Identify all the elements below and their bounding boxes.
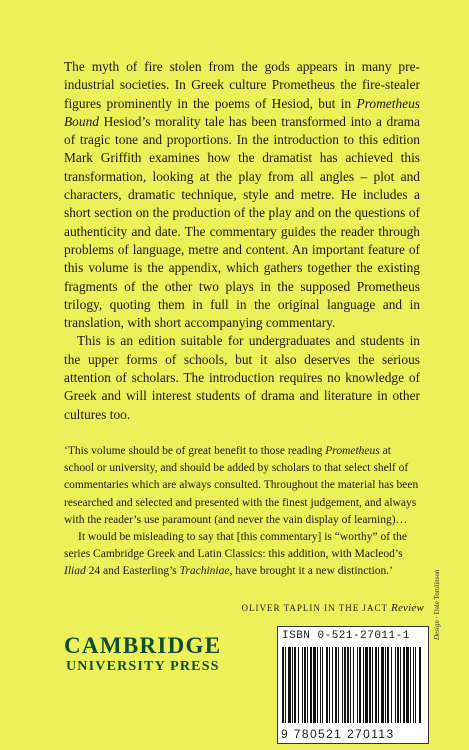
barcode-bar [329,647,330,723]
barcode-bar [298,647,299,723]
barcode-bar [292,647,293,723]
barcode-bar [320,647,321,723]
barcode-bar [294,647,296,723]
barcode-bar [342,647,343,723]
quote-text-segment: ‘This volume should be of great benefit to those reading [64,445,326,457]
review-quote [64,443,422,581]
barcode-bar [375,647,377,723]
barcode-bar [302,647,303,723]
barcode-bar [415,647,416,723]
quote-paragraph-2 [64,529,422,581]
barcode-bar [335,647,337,723]
barcode-bar [350,647,351,723]
barcode-bar [357,647,358,723]
isbn-label: ISBN 0-521-27011-1 [282,630,410,642]
barcode-bar [410,647,411,723]
barcode-bar [413,647,414,723]
barcode-bar [419,647,421,723]
barcode-bar [381,647,384,723]
blurb-text-segment: Hesiod’s morality tale has been transformed into a drama of tragic tone and proportions. In the introduction to this edition Mark Griffith examines how the dramatist has achieved this transformation, looking at the play from all angles – plot and characters, dramatic technique, style and metre. He includes a short section on the production of the play and on the questions of authenticity and date. The commentary guides the reader through problems of language, metre and content. An important feature of this volume is the appendix, which gathers together the existing fragments of the other two plays in the supposed Prometheus trilogy, quoting them in full in the original language and in translation, with short accompanying commentary. [64,113,420,331]
publisher-subtitle: UNIVERSITY PRESS [66,659,220,674]
barcode-bar [326,647,328,723]
blurb-text-segment: The myth of fire stolen from the gods appears in many pre-industrial societies. In Greek culture Prometheus the fire-stealer figures prominently in the poems of Hesiod, but in [64,59,420,111]
barcode-bar [363,647,364,723]
design-credit [433,570,441,640]
blurb-paragraph-1 [64,58,420,332]
barcode-bar [391,647,392,723]
barcode-bar [369,647,371,723]
barcode-bar [353,647,354,723]
quote-text-segment: at school or university, and should be added by scholars to that select shelf of commentaries which are always consulted. Throughout the material has been researched and selected and presented with the finest judgement, and always with the reader’s use paramount (and never the vain display of learning)… [64,445,419,526]
publisher-name: CAMBRIDGE [64,633,222,658]
barcode-bar [403,647,405,723]
barcode-bar [310,647,312,723]
barcode-bar [322,647,323,723]
design-credit-label: Design [433,620,441,640]
design-credit-value: · Dale Tomlinson [433,569,441,621]
barcode-bar [372,647,373,723]
barcode-bar [387,647,389,723]
barcode-bar [282,647,284,723]
publisher-logo [64,633,221,675]
ean-number: 9 780521 270113 [281,727,395,741]
barcode-bar [378,647,379,723]
quote-title-italic: Trachiniae, [179,565,233,578]
barcode-bar [285,647,286,723]
barcode-bar [400,647,401,723]
barcode-bar [397,647,399,723]
barcode-bar [395,647,396,723]
barcode-bar [365,647,368,723]
quote-title-italic: Prometheus [325,445,380,457]
barcode-bar [385,647,386,723]
quote-text-segment: 24 and Easterling’s [85,565,180,578]
barcode-bar [332,647,333,723]
barcode-bar [304,647,306,723]
quote-text-segment: have brought it a new distinction.’ [232,565,394,578]
quote-attribution [242,602,425,614]
book-title-italic: Prometheus Bound [64,95,420,129]
barcode-bar [288,647,291,723]
barcode-bar [317,647,318,723]
quote-paragraph-1 [64,443,422,529]
blurb-text [64,58,420,424]
barcode-bar [338,647,339,723]
barcode-bar [344,647,346,723]
quote-text-segment: It would be misleading to say that [this commentary] is “worthy” of the series Cambridge Greek and Latin Classics: this addition, with Macleod’s [64,531,407,561]
blurb-paragraph-2: This is an edition suitable for undergraduates and students in the upper forms of schools, but it also deserves the serious attention of scholars. The introduction requires no knowledge of Greek and will interest students of drama and literature in other cultures too. [64,333,420,422]
barcode-bar [307,647,308,723]
barcode-bar [313,647,316,723]
barcode-bar [347,647,349,723]
isbn-barcode [277,626,429,744]
barcode-bar [359,647,361,723]
barcode-bars [282,647,422,723]
barcode-bar [406,647,409,723]
quote-title-italic: Iliad [64,565,86,578]
attribution-name: OLIVER TAPLIN IN THE JACT [241,603,392,613]
attribution-source: Review [391,602,424,614]
